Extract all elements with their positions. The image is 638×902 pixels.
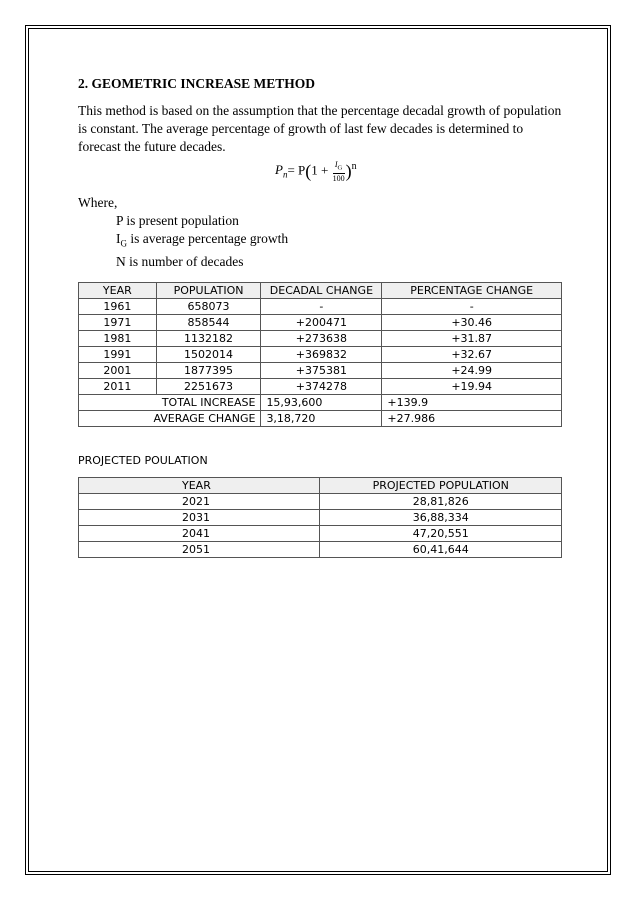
- formula-lhs-sub: n: [282, 169, 288, 180]
- table-row: 1981 1132182 +273638 +31.87: [79, 331, 562, 347]
- col-header-year: YEAR: [79, 283, 157, 299]
- projected-population-label: PROJECTED POULATION: [78, 454, 208, 467]
- formula-lhs: P: [275, 162, 283, 178]
- col-header-year: YEAR: [79, 478, 320, 494]
- average-change-percent: +27.986: [382, 411, 562, 427]
- formula: [275, 160, 357, 183]
- average-change-decadal: 3,18,720: [261, 411, 382, 427]
- total-increase-label: TOTAL INCREASE: [79, 395, 261, 411]
- table-row: 1991 1502014 +369832 +32.67: [79, 347, 562, 363]
- projected-population-table: [78, 477, 562, 558]
- where-block: [78, 194, 562, 271]
- table-row: 1971 858544 +200471 +30.46: [79, 315, 562, 331]
- formula-fraction: [333, 160, 345, 183]
- col-header-population: POPULATION: [156, 283, 261, 299]
- where-item-p: P is present population: [116, 213, 239, 228]
- total-increase-percent: +139.9: [382, 395, 562, 411]
- total-increase-decadal: 15,93,600: [261, 395, 382, 411]
- intro-paragraph: This method is based on the assumption that the percentage decadal growth of population is constant. The average percentage of growth of last few decades is determined to forecast the future decades.: [78, 103, 562, 154]
- where-item-n: N is number of decades: [116, 253, 244, 269]
- col-header-decadal-change: DECADAL CHANGE: [261, 283, 382, 299]
- formula-open-paren: (: [305, 160, 312, 181]
- document-content: [78, 76, 562, 556]
- table-row: 2031 36,88,334: [79, 510, 562, 526]
- table-row: 2011 2251673 +374278 +19.94: [79, 379, 562, 395]
- formula-num-sub: G: [337, 164, 343, 172]
- col-header-projected-population: PROJECTED POPULATION: [320, 478, 562, 494]
- average-change-row: [79, 411, 562, 427]
- average-change-label: AVERAGE CHANGE: [79, 411, 261, 427]
- col-header-percentage-change: PERCENTAGE CHANGE: [382, 283, 562, 299]
- formula-exp: n: [351, 160, 357, 172]
- formula-eq: = P: [287, 162, 306, 178]
- formula-den: 100: [332, 173, 345, 183]
- table-row: 2001 1877395 +375381 +24.99: [79, 363, 562, 379]
- table-row: 1961 658073 - -: [79, 299, 562, 315]
- table-header-row: [79, 478, 562, 494]
- where-item-ig: $I_G$ is average percentage growth: [116, 231, 289, 249]
- table-row: 2021 28,81,826: [79, 494, 562, 510]
- formula-num: I: [334, 160, 338, 169]
- population-table: [78, 282, 562, 427]
- table-row: 2041 47,20,551: [79, 526, 562, 542]
- formula-close-paren: ): [345, 160, 352, 181]
- formula-one-plus: 1 +: [311, 162, 329, 178]
- where-label: Where,: [78, 195, 118, 210]
- total-increase-row: [79, 395, 562, 411]
- table-row: 2051 60,41,644: [79, 542, 562, 558]
- table-header-row: [79, 283, 562, 299]
- section-heading: 2. GEOMETRIC INCREASE METHOD: [78, 76, 316, 91]
